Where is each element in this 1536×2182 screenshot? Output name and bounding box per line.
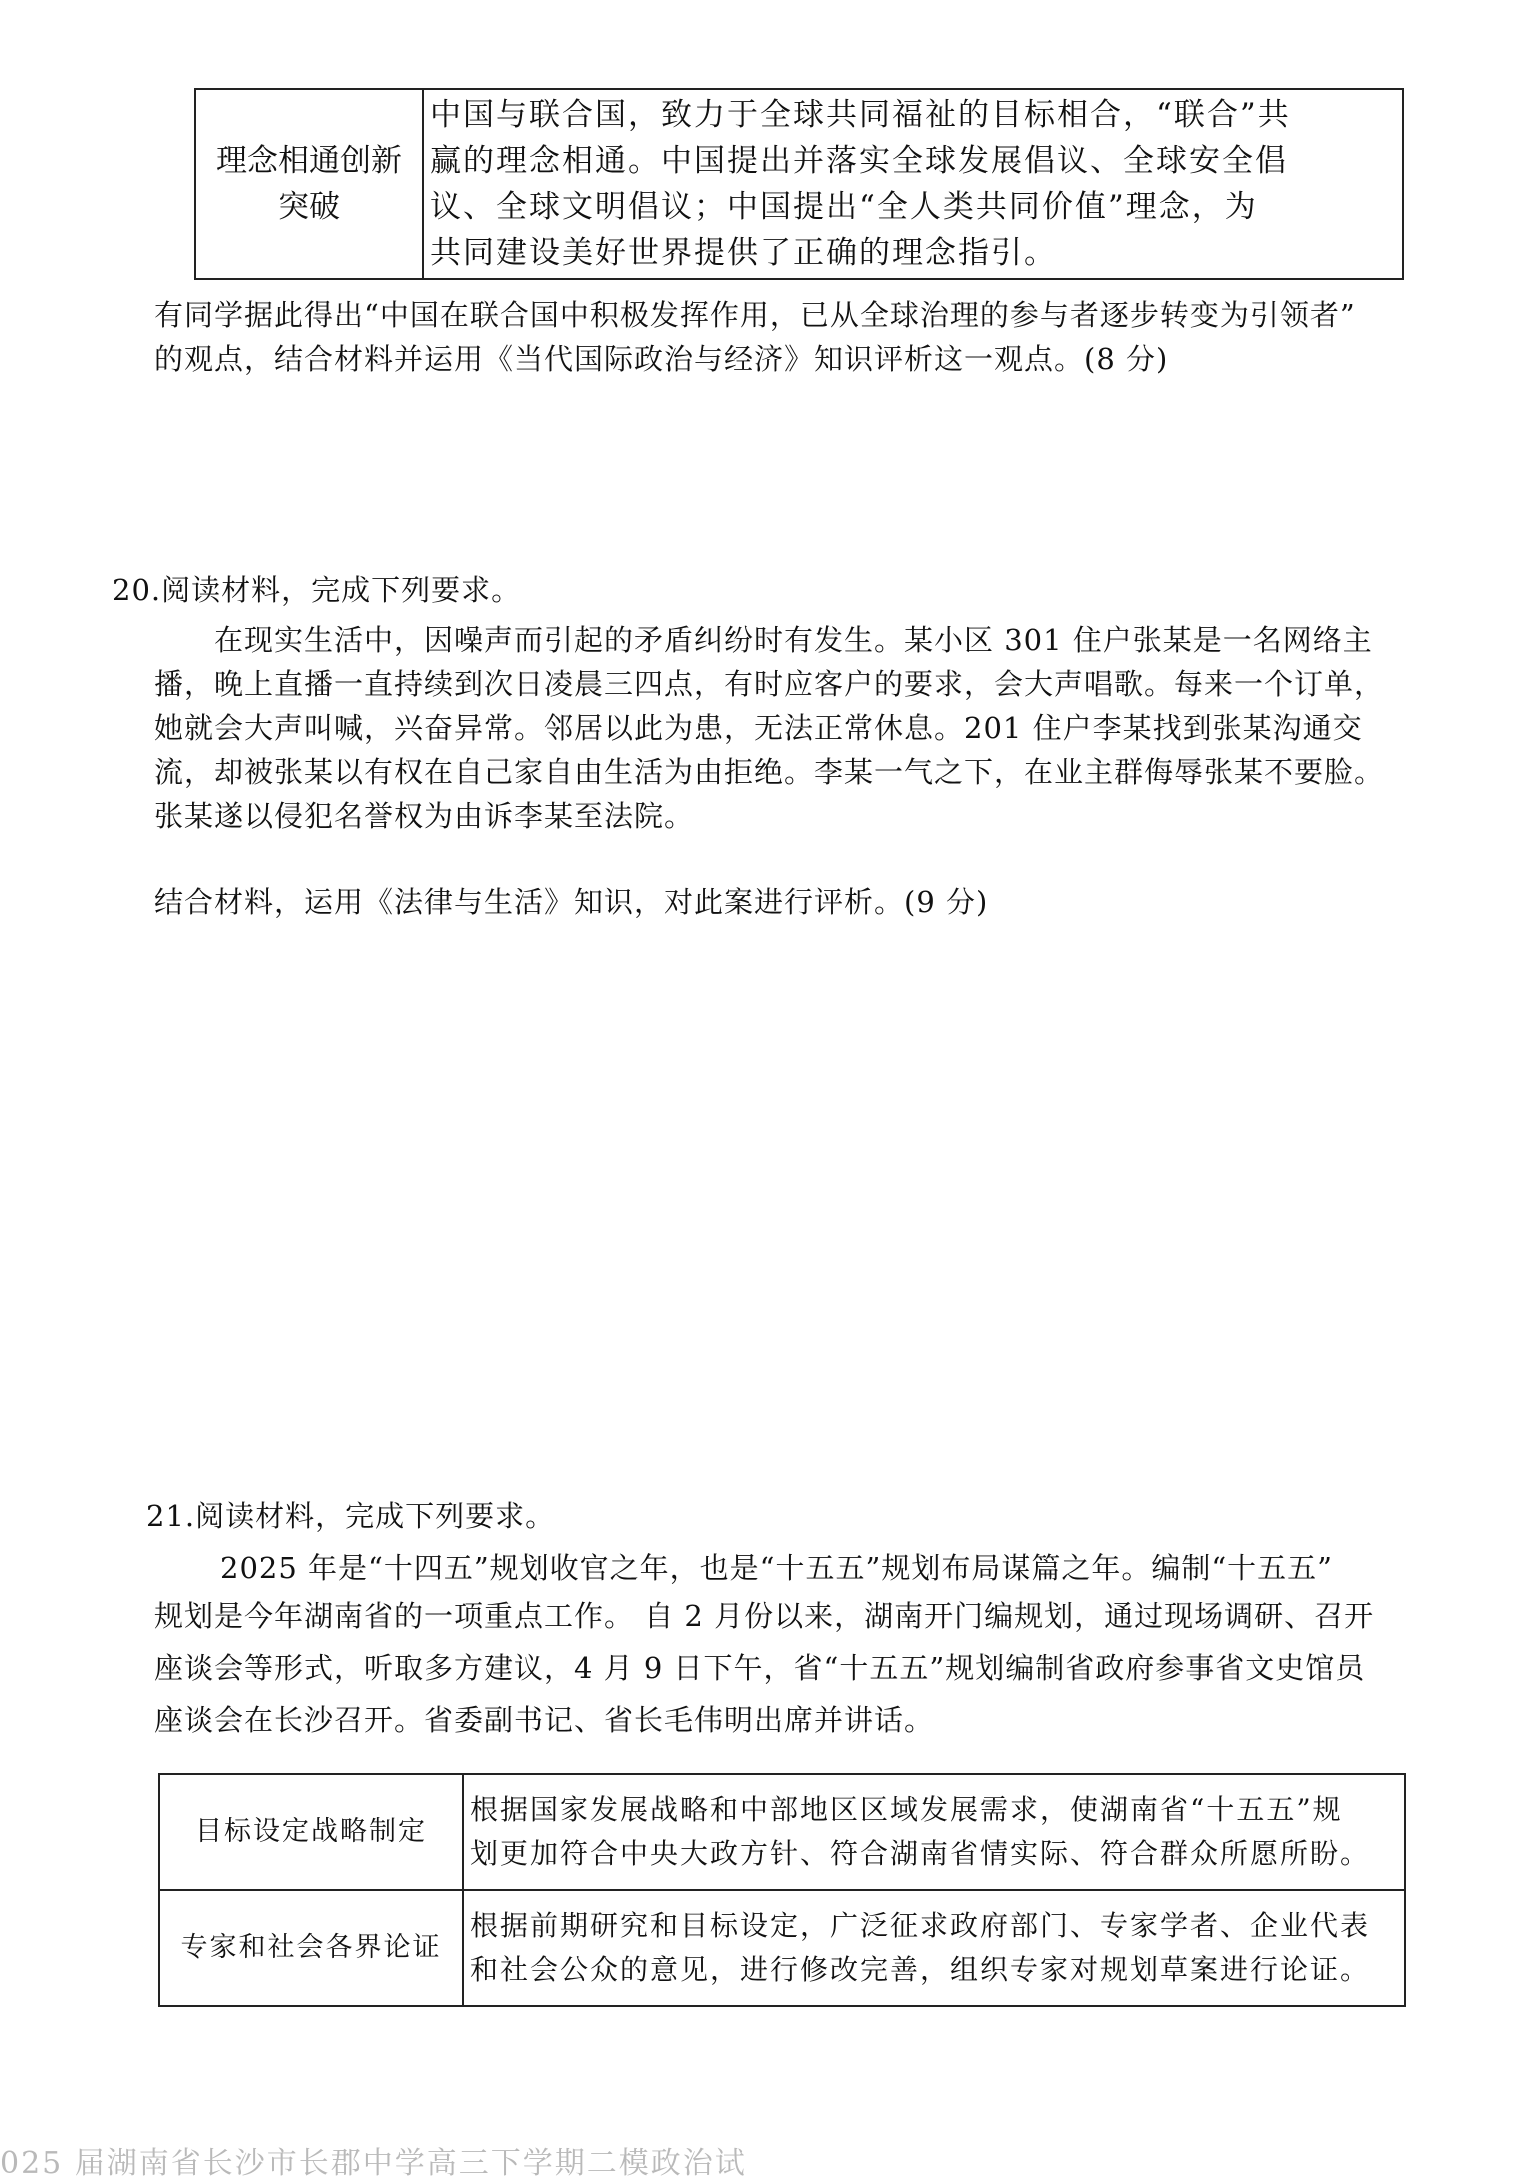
page-footer: 025 届湖南省长沙市长郡中学高三下学期二模政治试 — [0, 2146, 747, 2181]
table-content-cell — [423, 89, 1403, 279]
table-label-cell — [195, 89, 423, 279]
table-row — [195, 89, 1403, 279]
material-table-19 — [194, 88, 1404, 280]
material-line: 在现实生活中，因噪声而引起的矛盾纠纷时有发生。某小区 301 住户张某是一名网络主 — [214, 623, 1373, 657]
material-line: 张某遂以侵犯名誉权为由诉李某至法院。 — [154, 799, 695, 833]
table-content-line: 共同建设美好世界提供了正确的理念指引。 — [430, 235, 1057, 271]
q20-title: 20.阅读材料，完成下列要求。 — [112, 573, 522, 607]
material-table-21 — [158, 1773, 1406, 2007]
table-label-cell: 目标设定战略制定 — [159, 1774, 463, 1890]
table-content-line: 和社会公众的意见，进行修改完善，组织专家对规划草案进行论证。 — [470, 1953, 1371, 1986]
q21-material — [154, 1546, 1374, 1746]
table-content-line: 赢的理念相通。中国提出并落实全球发展倡议、全球安全倡 — [430, 143, 1288, 179]
table-content-line: 根据国家发展战略和中部地区区域发展需求，使湖南省“十五五”规 — [470, 1793, 1343, 1826]
q20-material — [154, 618, 1384, 838]
material-line: 座谈会等形式，听取多方建议，4 月 9 日下午，省“十五五”规划编制省政府参事省文史馆员 — [154, 1651, 1366, 1685]
table-content-cell — [463, 1774, 1405, 1890]
material-line: 她就会大声叫喊，兴奋异常。邻居以此为患，无法正常休息。201 住户李某找到张某沟通交 — [154, 711, 1363, 745]
material-line: 规划是今年湖南省的一项重点工作。 自 2 月份以来，湖南开门编规划，通过现场调研、召开 — [154, 1599, 1375, 1633]
table-label-line: 突破 — [278, 189, 340, 225]
material-line: 座谈会在长沙召开。省委副书记、省长毛伟明出席并讲话。 — [154, 1703, 935, 1737]
table-content-line: 根据前期研究和目标设定，广泛征求政府部门、专家学者、企业代表 — [470, 1909, 1371, 1942]
table-row — [159, 1774, 1405, 1890]
table-content-line: 中国与联合国，致力于全球共同福祉的目标相合，“联合”共 — [430, 97, 1291, 133]
q19-prompt — [154, 293, 1356, 381]
table-content-line: 议、全球文明倡议；中国提出“全人类共同价值”理念，为 — [430, 189, 1258, 225]
q21-title: 21.阅读材料，完成下列要求。 — [146, 1499, 556, 1533]
table-row — [159, 1890, 1405, 2006]
prompt-line: 有同学据此得出“中国在联合国中积极发挥作用，已从全球治理的参与者逐步转变为引领者” — [154, 298, 1356, 332]
material-line: 2025 年是“十四五”规划收官之年，也是“十五五”规划布局谋篇之年。编制“十五五” — [220, 1551, 1333, 1585]
material-line: 流，却被张某以有权在自己家自由生活为由拒绝。李某一气之下，在业主群侮辱张某不要脸。 — [154, 755, 1385, 789]
material-line: 播，晚上直播一直持续到次日凌晨三四点，有时应客户的要求，会大声唱歌。每来一个订单， — [154, 667, 1385, 701]
table-label-line: 理念相通创新 — [216, 143, 402, 179]
table-label-cell: 专家和社会各界论证 — [159, 1890, 463, 2006]
table-content-line: 划更加符合中央大政方针、符合湖南省情实际、符合群众所愿所盼。 — [470, 1837, 1371, 1870]
table-content-cell — [463, 1890, 1405, 2006]
q20-prompt: 结合材料，运用《法律与生活》知识，对此案进行评析。(9 分) — [154, 885, 989, 919]
prompt-line: 的观点，结合材料并运用《当代国际政治与经济》知识评析这一观点。(8 分) — [154, 342, 1169, 376]
